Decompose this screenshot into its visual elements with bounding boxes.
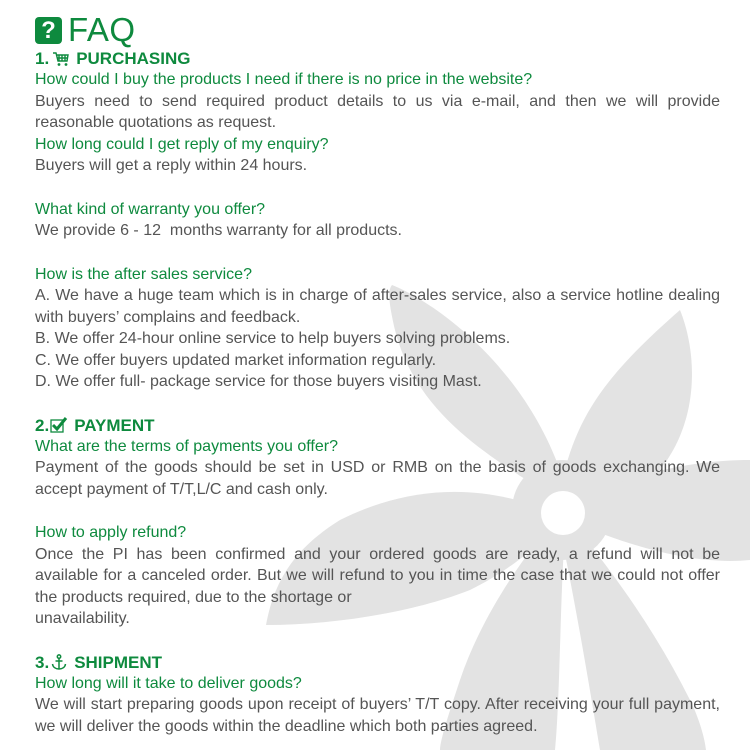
faq-question: How is the after sales service? <box>35 265 252 283</box>
faq-answer: Payment of the goods should be set in USD or RMB on the basis of goods exchanging. We accept payment of T/T,L/C and cash only. <box>35 459 720 498</box>
question-mark-icon: ? <box>35 17 62 44</box>
faq-answer: We will start preparing goods upon receipt of buyers’ T/T copy. After receiving your full payment, we will deliver the goods within the deadline which both parties agreed. <box>35 696 720 735</box>
faq-question: How to apply refund? <box>35 524 187 541</box>
faq-question: What kind of warranty you offer? <box>35 200 266 218</box>
anchor-icon <box>50 654 68 670</box>
faq-content <box>35 12 720 737</box>
section-title: SHIPMENT <box>74 652 163 672</box>
faq-question: How long could I get reply of my enquiry? <box>35 135 329 153</box>
faq-answer: Buyers need to send required product details to us via e-mail, and then we will provide reasonable quotations as request. <box>35 92 720 131</box>
faq-answer-item: D. We offer full- package service for those buyers visiting Mast. <box>35 373 482 390</box>
section-number: 2. <box>35 415 50 435</box>
faq-answer: Once the PI has been confirmed and your ordered goods are ready, a refund will not be available for a canceled order. But we will refund to you in time the case that we could not offer the products required, due to the shortage or <box>35 545 720 606</box>
section-title: PAYMENT <box>74 415 155 435</box>
faq-answer: Buyers will get a reply within 24 hours. <box>35 157 308 174</box>
shopping-cart-icon <box>52 51 70 67</box>
faq-answer-item: C. We offer buyers updated market information regularly. <box>35 351 437 369</box>
faq-answer-item: B. We offer 24-hour online service to help buyers solving problems. <box>35 330 511 347</box>
faq-answer: unavailability. <box>35 610 130 627</box>
faq-question: How long will it take to deliver goods? <box>35 674 302 692</box>
section-heading-purchasing <box>35 48 720 69</box>
section-heading-payment <box>35 415 720 436</box>
section-number: 1. <box>35 49 50 68</box>
faq-question: What are the terms of payments you offer? <box>35 437 338 455</box>
checkbox-checked-icon <box>50 417 68 433</box>
faq-question: How could I buy the products I need if there is no price in the website? <box>35 71 533 88</box>
section-heading-shipment <box>35 652 720 673</box>
faq-answer-item: A. We have a huge team which is in charge of after-sales service, also a service hotline dealing with buyers’ complains and feedback. <box>35 287 720 326</box>
section-title: PURCHASING <box>76 49 191 68</box>
page-title: FAQ <box>68 11 136 48</box>
section-number: 3. <box>35 652 50 672</box>
page-header <box>35 12 720 48</box>
faq-answer: We provide 6 - 12 months warranty for all products. <box>35 222 402 239</box>
